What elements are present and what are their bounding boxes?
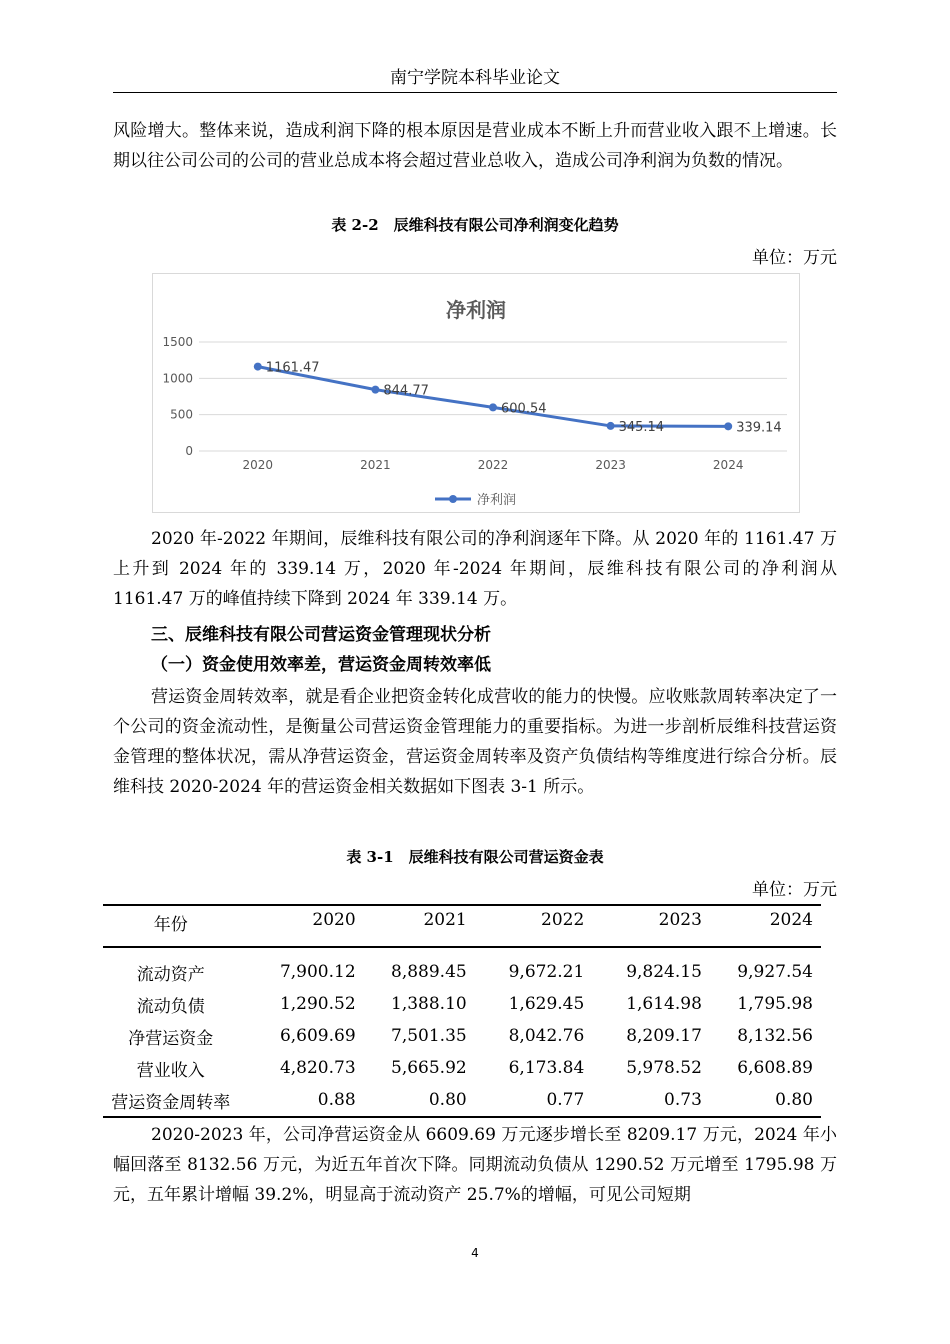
x-tick-label: 2020 xyxy=(242,458,274,472)
table-cell: 9,927.54 xyxy=(737,962,813,982)
data-point xyxy=(489,403,497,411)
table-cell: 7,501.35 xyxy=(391,1026,467,1046)
data-point xyxy=(724,422,732,430)
y-tick-label: 1500 xyxy=(162,335,193,349)
table-cell: 0.88 xyxy=(317,1090,356,1110)
chart-title: 净利润 xyxy=(446,298,506,322)
table-cell: 1,614.98 xyxy=(626,994,702,1014)
table-cell: 0.80 xyxy=(428,1090,467,1110)
legend-marker xyxy=(449,495,457,503)
y-tick-label: 500 xyxy=(170,407,193,422)
data-label: 600.54 xyxy=(501,401,547,417)
row-label: 流动资产 xyxy=(136,964,205,985)
table-row xyxy=(103,1052,821,1084)
table-caption: 表 3-1 辰维科技有限公司营运资金表 xyxy=(346,848,604,866)
paragraph-risk: 风险增大。整体来说，造成利润下降的根本原因是营业成本不断上升而营业收入跟不上增速。长期以往公司公司的公司的营业总成本将会超过营业总收入，造成公司净利润为负数的情况。 xyxy=(113,121,837,171)
page-number: 4 xyxy=(471,1246,479,1260)
y-tick-label: 1000 xyxy=(162,371,193,386)
table-cell: 6,173.84 xyxy=(508,1058,585,1078)
x-tick-label: 2024 xyxy=(712,458,744,472)
column-header: 2023 xyxy=(658,910,702,930)
page-header: 南宁学院本科毕业论文 xyxy=(113,66,837,93)
table-row xyxy=(103,1084,821,1117)
table-cell: 0.77 xyxy=(546,1090,585,1110)
subsection-heading: （一）资金使用效率差，营运资金周转效率低 xyxy=(151,655,491,675)
column-header: 2022 xyxy=(541,910,585,930)
y-tick-label: 0 xyxy=(185,444,193,458)
data-label: 345.14 xyxy=(618,419,665,435)
table-cell: 1,629.45 xyxy=(508,994,585,1014)
series-line xyxy=(258,367,728,427)
column-header: 2020 xyxy=(312,910,356,930)
table-row xyxy=(103,988,821,1020)
section-heading: 三、辰维科技有限公司营运资金管理现状分析 xyxy=(151,625,491,645)
x-tick-label: 2021 xyxy=(360,458,391,472)
row-label: 流动负债 xyxy=(136,996,205,1017)
table-cell: 1,795.98 xyxy=(737,994,813,1014)
row-label: 营运资金周转率 xyxy=(111,1092,231,1113)
table-cell: 9,824.15 xyxy=(626,962,702,982)
table-cell: 6,609.69 xyxy=(279,1026,356,1046)
column-header: 年份 xyxy=(153,915,188,935)
table-cell: 1,388.10 xyxy=(391,994,467,1014)
data-point xyxy=(254,363,262,371)
paragraph-working-capital: 营运资金周转效率，就是看企业把资金转化成营收的能力的快慢。应收账款周转率决定了一个公司的资金流动性，是衡量公司营运资金管理能力的重要指标。为进一步剖析辰维科技营运资金管理的整体状况，需从净营运资金，营运资金周转率及资产负债结构等维度进行综合分析。辰维科技 2020-2024 年的营运资金相关数据如下图表 3-1 所示。 xyxy=(113,687,837,797)
data-point xyxy=(371,386,379,394)
row-label: 净营运资金 xyxy=(128,1028,214,1049)
column-header: 2024 xyxy=(769,910,813,930)
x-tick-label: 2023 xyxy=(595,458,626,472)
table-cell: 0.73 xyxy=(664,1090,702,1110)
table-cell: 1,290.52 xyxy=(279,994,356,1014)
data-label: 339.14 xyxy=(736,420,782,436)
data-label: 844.77 xyxy=(383,383,429,399)
row-label: 营业收入 xyxy=(136,1060,205,1081)
legend-label: 净利润 xyxy=(477,493,517,508)
table-cell: 8,889.45 xyxy=(391,962,467,982)
figure-unit: 单位：万元 xyxy=(752,248,837,268)
data-point xyxy=(607,422,615,430)
paragraph-analysis: 2020-2023 年，公司净营运资金从 6609.69 万元逐步增长至 8209.17 万元，2024 年小幅回落至 8132.56 万元，为近五年首次下降。同期流动负债从 1290.52 万元增至 1795.98 万元，五年累计增幅 39.2%，明显高于流动资产 25.7%的增幅，可见公司短期 xyxy=(113,1125,837,1205)
table-cell: 9,672.21 xyxy=(508,962,585,982)
table-cell: 5,978.52 xyxy=(626,1058,702,1078)
table-unit: 单位：万元 xyxy=(752,880,837,900)
x-tick-label: 2022 xyxy=(477,458,509,472)
net-profit-chart xyxy=(152,273,800,513)
table-cell: 7,900.12 xyxy=(279,962,356,982)
chart-svg xyxy=(153,274,799,512)
table-header-row xyxy=(103,905,821,947)
paragraph-net-profit-trend: 2020 年-2022 年期间，辰维科技有限公司的净利润逐年下降。从 2020 年的 1161.47 万上升到 2024 年的 339.14 万，2020 年-2024 年期间，辰维科技有限公司的净利润从 1161.47 万的峰值持续下降到 2024 年 339.14 万。 xyxy=(113,529,837,609)
table-cell: 0.80 xyxy=(775,1090,813,1110)
table-cell: 5,665.92 xyxy=(391,1058,467,1078)
table-cell: 4,820.73 xyxy=(279,1058,356,1078)
figure-caption: 表 2-2 辰维科技有限公司净利润变化趋势 xyxy=(331,216,619,234)
working-capital-table xyxy=(103,904,821,1118)
table-cell: 6,608.89 xyxy=(737,1058,813,1078)
table-row xyxy=(103,1020,821,1052)
table-cell: 8,132.56 xyxy=(737,1026,813,1046)
table-row xyxy=(103,947,821,988)
data-label: 1161.47 xyxy=(265,360,320,376)
column-header: 2021 xyxy=(423,910,467,930)
table-cell: 8,209.17 xyxy=(626,1026,702,1046)
table-cell: 8,042.76 xyxy=(508,1026,585,1046)
